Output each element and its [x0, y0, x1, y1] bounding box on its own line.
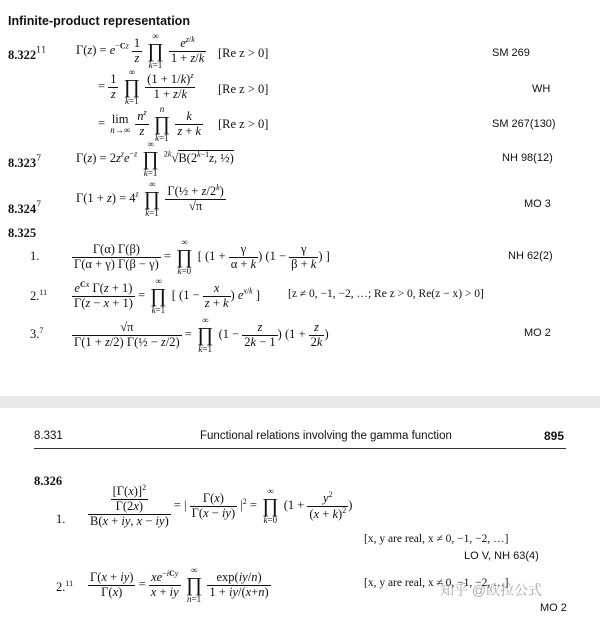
eq-8325-item3-label: 3.$^7$	[30, 326, 44, 342]
eq-8323-ref: NH 98(12)	[502, 152, 553, 164]
eq-8326-item1-label: 1.	[56, 512, 66, 526]
eq-8322-line2: = $\frac{1}{z}$ ∞ ∏ k=1 $\frac{(1 + 1/k)^z}{1 + z/k}$	[98, 67, 194, 106]
running-header-left: 8.331	[34, 430, 63, 442]
eq-8325-item2: $\frac{e^{Cx} \Gamma(z + 1)}{\Gamma(z - x + 1)}$ = ∞ ∏ k=1 [ (1 − $\frac{x}{z + k}$ ) $e^{x/k}$ ]	[74, 276, 261, 315]
eq-8325-item1: $\frac{\Gamma(\alpha) \Gamma(\beta)}{\Gamma(\alpha + \gamma) \Gamma(\beta - \gamma)}$ = ∞ ∏ k=0 [ (1 + $\frac{\gamma}{\alpha + k}$ ) (1 − $\frac{\gamma}{\beta + k}$ ) ]	[74, 237, 330, 276]
eq-8326-item2-ref: MO 2	[540, 602, 567, 614]
eq-8322-line1: $\Gamma(z) = e^{-Cz}$ $\frac{1}{z}$ ∞ ∏ k=1 $\frac{e^{z/k}}{1 + z/k}$	[76, 31, 205, 70]
eq-8322-ref1: SM 269	[492, 47, 530, 59]
page-separator	[0, 396, 600, 408]
eq-8322-cond1: [Re z > 0]	[218, 46, 269, 60]
eq-8325-item1-label: 1.	[30, 249, 40, 263]
eq-8322-line3: = lim n→∞ $\frac{n^z}{z}$ n ∏ k=1 $\frac{k}{z + k}$	[98, 104, 202, 143]
eq-8325-number: 8.325	[8, 226, 37, 240]
eq-8326-item1-ref: LO V, NH 63(4)	[464, 550, 539, 562]
header-rule	[34, 448, 566, 449]
watermark: 知乎 @欧拉公式	[440, 582, 543, 598]
eq-8322-ref2: WH	[532, 83, 551, 95]
eq-8326-number: 8.326	[34, 474, 63, 488]
eq-8325-item2-label: 2.11	[30, 288, 48, 304]
eq-8322-ref3: SM 267(130)	[492, 118, 556, 130]
eq-8325-item2-cond: [z ≠ 0, −1, −2, …; Re z > 0, Re(z − x) > 0]	[288, 288, 484, 300]
eq-8324-formula: $\Gamma(1 + z) = 4^z$ ∞ ∏ k=1 $\frac{\Gamma(\frac{1}{2} + z/2^k)}{√\pi}$	[76, 179, 224, 218]
eq-8325-item3-ref: MO 2	[524, 327, 551, 339]
eq-8325-item3: $\frac{√\pi}{\text{Γ(1 + z/2) Γ(½ − z/2)}}$ = ∞ ∏ k=1 (1 − $\frac{z}{2k - 1}$ ) (1 + $\frac{z}{2k}$ )	[74, 315, 329, 354]
eq-8326-item2-label: 2.11	[56, 579, 74, 595]
eq-8324-ref: MO 3	[524, 198, 551, 210]
page-number: 895	[544, 429, 565, 443]
eq-8322-cond2: [Re z > 0]	[218, 82, 269, 96]
eq-8326-item2: $\frac{\Gamma(x + iy)}{\Gamma(x)}$ = $\frac{xe^{-iCy}}{x + iy}$ ∞ ∏ n=1 $\frac{\exp(iy/n)}{1 + iy/(x+n)}$	[90, 565, 269, 604]
eq-8322-number: 8.322$^{11}$	[8, 45, 47, 62]
eq-8323-formula: $\Gamma(z) = 2z^ze^{-z}$ ∞ ∏ k=1 $^{2k}√B(2^{k-1}z$, ½)	[76, 139, 234, 178]
eq-8323-number: 8.323$^7$	[8, 153, 42, 170]
eq-8326-item2-cond: [x, y are real, x ≠ 0, −1, −2, …]	[364, 577, 509, 589]
running-header-title: Functional relations involving the gamma function	[200, 430, 452, 442]
section-title: Infinite-product representation	[8, 14, 190, 28]
eq-8322-cond3: [Re z > 0]	[218, 117, 269, 131]
eq-8326-item1: $\frac{\frac{[\Gamma(x)]^2}{\Gamma(2x)}}{B(x + iy, x - iy)}$ = | $\frac{\Gamma(x)}{\Gamma(x - iy)}$ $|^2$ = ∞ ∏ k=0 (1 + $\frac{y^2}{(x + k)^2}$ )	[90, 483, 353, 529]
eq-8326-item1-cond: [x, y are real, x ≠ 0, −1, −2, …]	[364, 533, 509, 545]
eq-8325-item1-ref: NH 62(2)	[508, 250, 553, 262]
eq-8324-number: 8.324$^7$	[8, 199, 42, 216]
